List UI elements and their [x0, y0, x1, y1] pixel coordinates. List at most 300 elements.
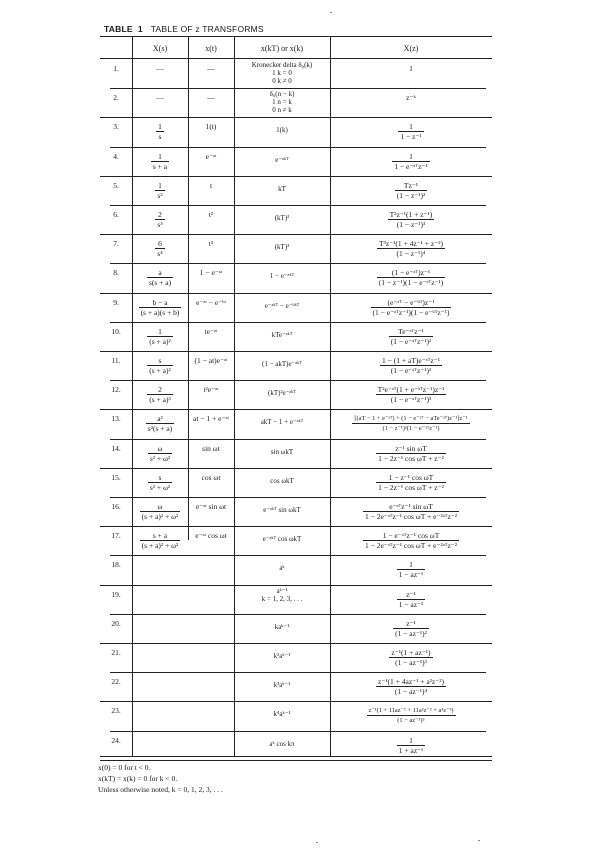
- z-transform-numerator: (e⁻ᵃᵀ − e⁻ᵇᵀ)z⁻¹: [371, 298, 452, 308]
- sampled-function: [234, 206, 330, 222]
- laplace-transform-numerator: s: [147, 356, 172, 366]
- z-transform-denominator: 1 − 2e⁻ᵃᵀz⁻¹ cos ωT + e⁻²ᵃᵀz⁻²: [364, 541, 458, 551]
- row-number: [100, 556, 132, 569]
- row-number-line: 3.: [113, 122, 119, 132]
- laplace-transform-numerator: 2: [147, 385, 172, 395]
- z-transform-fraction: [371, 298, 452, 317]
- time-function-line: t³: [208, 239, 214, 249]
- z-transform-denominator: 1 − 2e⁻ᵃᵀz⁻¹ cos ωT + e⁻²ᵃᵀz⁻²: [364, 512, 458, 521]
- laplace-transform-numerator: 1: [151, 152, 169, 162]
- z-transform-numerator: T²e⁻ᵃᵀ(1 + e⁻ᵃᵀz⁻¹)z⁻¹: [377, 385, 445, 395]
- z-transform: [330, 469, 492, 492]
- sampled-function-line: k³aᵏ⁻¹: [273, 681, 291, 690]
- table-row: [100, 586, 492, 615]
- scan-speck: [316, 842, 318, 843]
- z-transform: [330, 148, 492, 171]
- laplace-transform: [132, 527, 188, 550]
- time-function: [188, 644, 234, 648]
- row-number-line: 11.: [111, 356, 121, 365]
- z-transform-denominator: (1 − z⁻¹)²(1 − e⁻ᵃᵀz⁻¹): [382, 425, 440, 433]
- time-function-line: te⁻ᵃᵗ: [204, 326, 218, 336]
- row-number: [100, 264, 132, 277]
- sampled-function-line: (kT)²: [274, 214, 290, 222]
- z-transform-numerator: 1: [398, 122, 423, 132]
- laplace-transform: [132, 60, 188, 73]
- z-transform-fraction: [363, 502, 459, 521]
- sampled-function-line: (kT)²e⁻ᵃᵏᵀ: [268, 389, 296, 398]
- table-row: [100, 498, 492, 527]
- z-transform: [330, 732, 492, 755]
- laplace-transform-numerator: a: [147, 268, 173, 278]
- z-transform-denominator: 1 − 2z⁻¹ cos ωT + z⁻²: [378, 482, 444, 492]
- laplace-transform: [132, 118, 188, 141]
- table-row: [100, 206, 492, 235]
- table-title: [104, 24, 264, 34]
- sampled-function: [234, 615, 330, 631]
- laplace-transform-numerator: 2: [155, 210, 164, 220]
- laplace-transform: [132, 294, 188, 317]
- z-transform: [330, 235, 492, 258]
- row-number-line: 19.: [111, 589, 121, 599]
- sampled-function-line: aᵏ cos kπ: [269, 739, 295, 748]
- laplace-transform-denominator: s²: [157, 190, 163, 200]
- time-function: [188, 206, 234, 219]
- table-row: [100, 615, 492, 644]
- z-transform-fraction: [377, 239, 445, 258]
- sampled-function-line: 1(k): [276, 126, 288, 135]
- z-transform-numerator: 1: [397, 560, 426, 570]
- row-number: [100, 586, 132, 599]
- laplace-transform-fraction: [148, 444, 172, 463]
- row-number-line: 21.: [111, 648, 121, 657]
- table-row: [100, 440, 492, 469]
- laplace-transform: [132, 352, 188, 375]
- sampled-function: [234, 410, 330, 426]
- z-transform: [330, 410, 492, 433]
- laplace-transform: [132, 556, 188, 560]
- row-number-line: 4.: [113, 151, 119, 161]
- z-transform: [330, 586, 492, 609]
- z-transform: [330, 352, 492, 375]
- laplace-transform: [132, 264, 188, 287]
- z-transform-fraction: [393, 619, 429, 638]
- sampled-function-line: kT: [278, 184, 286, 193]
- laplace-transform-fraction: [155, 181, 164, 200]
- z-transform-denominator: (1 − az⁻¹)⁵: [397, 717, 425, 725]
- laplace-transform-numerator: 1: [147, 327, 172, 337]
- sampled-function-line: Kronecker delta δ₀(k): [251, 61, 313, 69]
- row-number: [100, 235, 132, 248]
- table-row: [100, 177, 492, 206]
- laplace-transform-fraction: [139, 298, 182, 317]
- top-rule: [100, 36, 492, 37]
- time-function: [188, 556, 234, 560]
- laplace-transform-denominator: s²(s + a): [147, 424, 173, 434]
- z-transform-fraction: [376, 677, 446, 696]
- laplace-transform-fraction: [147, 268, 173, 287]
- z-transform-fraction: [376, 444, 446, 463]
- header-xk: x(kT) or x(k): [260, 44, 304, 53]
- table-row: [100, 644, 492, 673]
- row-number-line: 14.: [111, 443, 121, 453]
- laplace-transform: [132, 673, 188, 677]
- time-function-line: —: [207, 93, 215, 103]
- table-row: [100, 352, 492, 381]
- laplace-transform-numerator: s + a: [140, 531, 181, 541]
- row-number-line: 9.: [113, 297, 119, 307]
- time-function: [188, 673, 234, 677]
- laplace-transform: [132, 644, 188, 648]
- z-transform: [330, 323, 492, 346]
- time-function-line: cos ωt: [201, 472, 221, 482]
- time-function: [188, 89, 234, 102]
- laplace-transform: [132, 89, 188, 102]
- row-number-line: 15.: [111, 472, 121, 482]
- time-function-line: —: [207, 64, 215, 73]
- row-number-line: 1.: [113, 64, 119, 73]
- table-row: [100, 264, 492, 293]
- sampled-function-line: k⁴aᵏ⁻¹: [273, 710, 291, 719]
- sampled-function-line: 0 n ≠ k: [272, 106, 292, 115]
- z-transform-numerator: 1 − (1 + aT)e⁻ᵃᵀz⁻¹: [382, 356, 440, 365]
- table-row: [100, 89, 492, 118]
- row-number: [100, 89, 132, 102]
- time-function: [188, 352, 234, 365]
- sampled-function: [234, 264, 330, 280]
- time-function: [188, 615, 234, 619]
- laplace-transform-denominator: s + a: [152, 161, 168, 171]
- laplace-transform-denominator: s⁴: [157, 249, 163, 259]
- z-transform: [330, 206, 492, 229]
- laplace-transform: [132, 586, 188, 590]
- laplace-transform-denominator: s² + ω²: [149, 482, 171, 492]
- laplace-transform-denominator: (s + a)³: [149, 395, 171, 405]
- row-number-line: 16.: [111, 502, 121, 511]
- z-transform-denominator: (1 − z⁻¹)⁴: [396, 249, 426, 259]
- table-row: [100, 381, 492, 410]
- z-transform-fraction: [352, 414, 469, 433]
- sampled-function-line: 0 k ≠ 0: [272, 77, 292, 85]
- z-transform-denominator: (1 − e⁻ᵃᵀz⁻¹)(1 − e⁻ᵇᵀz⁻¹): [372, 307, 450, 317]
- time-function: [188, 264, 234, 277]
- row-number-line: 7.: [113, 239, 119, 249]
- time-function-line: (1 − at)e⁻ᵃᵗ: [194, 356, 228, 365]
- laplace-transform-fraction: [147, 327, 172, 346]
- laplace-transform-numerator: ω: [148, 444, 172, 454]
- table-row: [100, 235, 492, 264]
- z-transform-fraction: [389, 327, 434, 346]
- time-function-line: e⁻ᵃᵗ cos ωt: [195, 531, 227, 541]
- sampled-function: [234, 118, 330, 134]
- row-number: [100, 294, 132, 307]
- table-label: TABLE 1: [104, 24, 143, 34]
- laplace-transform: [132, 410, 188, 433]
- sampled-function: [234, 352, 330, 368]
- z-transform-fraction: [380, 356, 442, 375]
- header-xs: X(s): [152, 44, 168, 53]
- sampled-function-line: 1 n = k: [272, 98, 292, 107]
- row-number: [100, 527, 132, 540]
- sampled-function-line: aᵏ: [279, 564, 285, 573]
- laplace-transform-denominator: s: [158, 132, 162, 142]
- laplace-transform-fraction: [155, 210, 164, 229]
- z-transform-denominator: 1 − az⁻¹: [398, 570, 424, 580]
- laplace-transform-numerator: 6: [155, 239, 165, 249]
- laplace-transform-denominator: (s + a)²: [149, 336, 171, 346]
- z-transform-denominator: (1 − e⁻ᵃᵀz⁻¹)²: [390, 336, 432, 346]
- time-function: [188, 60, 234, 73]
- z-transform-numerator: (1 − e⁻ᵃᵀ)z⁻¹: [377, 268, 446, 278]
- laplace-transform: [132, 323, 188, 346]
- z-transform-denominator: 1 − z⁻¹: [400, 132, 422, 142]
- time-function-line: e⁻ᵃᵗ − e⁻ᵇᵗ: [196, 297, 226, 307]
- row-number: [100, 469, 132, 482]
- laplace-transform: [132, 235, 188, 258]
- note-3: Unless otherwise noted, k = 0, 1, 2, 3, . . .: [98, 785, 223, 794]
- table-notes: [98, 762, 223, 795]
- z-transform-fraction: [398, 122, 423, 141]
- laplace-transform-denominator: (s + a)(s + b): [140, 307, 180, 317]
- sampled-function-line: e⁻ᵃᵏᵀ sin ωkT: [263, 506, 301, 514]
- row-number: [100, 60, 132, 73]
- z-transform-numerator: z⁻¹: [397, 590, 426, 600]
- z-transform-denominator: (1 − az⁻¹)³: [395, 658, 427, 667]
- z-transform-numerator: 1: [409, 64, 413, 73]
- sampled-function: [234, 586, 330, 603]
- z-transform: [330, 702, 492, 725]
- time-function: [188, 410, 234, 423]
- z-transform: [330, 118, 492, 141]
- row-number: [100, 118, 132, 131]
- time-function-line: sin ωt: [202, 443, 220, 453]
- row-number: [100, 381, 132, 394]
- sampled-function: [234, 469, 330, 485]
- z-transform-fraction: [363, 531, 459, 550]
- z-transform-fraction: [395, 181, 428, 200]
- sampled-function: [234, 644, 330, 660]
- z-transform-denominator: 1 + az⁻¹: [398, 745, 424, 755]
- sampled-function: [234, 498, 330, 514]
- row-number: [100, 440, 132, 453]
- table-row: [100, 673, 492, 702]
- z-transform-fraction: [389, 648, 432, 667]
- sampled-function: [234, 148, 330, 164]
- sampled-function: [234, 702, 330, 718]
- sampled-function-line: k²aᵏ⁻¹: [273, 652, 291, 660]
- z-transform-numerator: [(aT − 1 + e⁻ᵃᵀ) + (1 − e⁻ᵃᵀ − aTe⁻ᵃᵀ)z⁻¹]z⁻¹: [354, 415, 468, 423]
- z-transform-denominator: (1 − e⁻ᵃᵀz⁻¹)³: [390, 395, 432, 405]
- laplace-transform-fraction: [148, 473, 172, 492]
- laplace-transform-denominator: (s + a)² + ω²: [141, 541, 179, 551]
- z-transform-fraction: [392, 152, 429, 171]
- z-transform-fraction: [407, 64, 415, 73]
- sampled-function: [234, 235, 330, 251]
- sampled-function-line: k = 1, 2, 3, . . .: [261, 594, 303, 603]
- z-transform-fraction: [376, 385, 447, 404]
- z-transform-denominator: (1 − e⁻ᵃᵀz⁻¹)²: [390, 366, 432, 375]
- sampled-function: [234, 732, 330, 748]
- table-row: [100, 732, 492, 761]
- z-transform: [330, 89, 492, 102]
- laplace-transform: [132, 177, 188, 200]
- z-transform: [330, 644, 492, 667]
- time-function-line: 1 − e⁻ᵃᵗ: [199, 268, 223, 278]
- row-number: [100, 615, 132, 628]
- z-transform-denominator: (1 − z⁻¹)(1 − e⁻ᵃᵀz⁻¹): [378, 278, 444, 288]
- row-number-line: 12.: [111, 385, 121, 395]
- table-row: [100, 556, 492, 585]
- z-transform-denominator: (1 − az⁻¹)⁴: [394, 687, 428, 697]
- row-number-line: 18.: [111, 560, 121, 570]
- laplace-transform-fraction: [151, 152, 169, 171]
- table-row: [100, 60, 492, 89]
- row-number: [100, 732, 132, 745]
- z-transform-numerator: z⁻ᵏ: [406, 93, 416, 103]
- sampled-function-line: δ₀(n − k): [269, 90, 295, 99]
- laplace-transform-fraction: [147, 356, 172, 375]
- laplace-transform-fraction: [155, 239, 165, 258]
- time-function: [188, 440, 234, 453]
- laplace-transform-fraction: [140, 531, 181, 550]
- time-function: [188, 177, 234, 190]
- table-row: [100, 702, 492, 731]
- laplace-transform-numerator: b − a: [139, 298, 182, 308]
- row-number: [100, 673, 132, 686]
- table-row: [100, 527, 492, 556]
- sampled-function-line: (kT)³: [274, 243, 290, 252]
- laplace-transform: [132, 732, 188, 736]
- laplace-transform: [132, 498, 188, 521]
- laplace-transform-fraction: [146, 414, 174, 433]
- time-function: [188, 381, 234, 394]
- sampled-function: [234, 556, 330, 572]
- z-transform-fraction: [397, 736, 426, 755]
- sampled-function-line: e⁻ᵃᵏᵀ − e⁻ᵇᵏᵀ: [264, 301, 300, 310]
- table-row: [100, 323, 492, 352]
- laplace-transform-denominator: s(s + a): [148, 278, 172, 288]
- time-function-line: e⁻ᵃᵗ sin ωt: [195, 502, 227, 511]
- sampled-function: [234, 323, 330, 339]
- row-number-line: 22.: [111, 677, 121, 687]
- row-number: [100, 148, 132, 161]
- laplace-transform-fraction: [140, 502, 181, 521]
- z-transform: [330, 440, 492, 463]
- sampled-function-line: aᵏ⁻¹: [276, 586, 288, 595]
- scan-speck: [478, 840, 480, 841]
- laplace-transform-numerator: 1: [158, 122, 162, 132]
- time-function: [188, 732, 234, 736]
- laplace-transform-line: —: [156, 93, 164, 103]
- scan-speck: [330, 12, 332, 13]
- z-transform-numerator: e⁻ᵃᵀz⁻¹ sin ωT: [363, 502, 459, 512]
- z-transform-fraction: [397, 560, 426, 579]
- z-transform-fraction: [397, 590, 426, 609]
- note-1: x(0) = 0 for t < 0.: [98, 763, 151, 772]
- row-number: [100, 410, 132, 423]
- note-2: x(kT) = x(k) = 0 for k < 0.: [98, 774, 178, 783]
- time-function: [188, 235, 234, 248]
- row-number: [100, 498, 132, 511]
- z-transform: [330, 527, 492, 550]
- header-rule: [100, 58, 492, 59]
- laplace-transform-numerator: 1: [155, 181, 164, 191]
- laplace-transform: [132, 440, 188, 463]
- row-rule: [100, 760, 492, 761]
- row-number: [100, 177, 132, 190]
- z-transform-numerator: z⁻¹ sin ωT: [376, 444, 446, 454]
- z-transform-denominator: (1 − z⁻¹)³: [396, 220, 426, 229]
- time-function: [188, 702, 234, 706]
- z-transform: [330, 294, 492, 317]
- row-number-line: 17.: [111, 531, 121, 541]
- z-transform: [330, 498, 492, 521]
- z-transform-numerator: Te⁻ᵃᵀz⁻¹: [389, 327, 434, 337]
- table-row: [100, 294, 492, 323]
- row-number: [100, 352, 132, 365]
- sampled-function-line: cos ωkT: [270, 476, 294, 485]
- row-number: [100, 644, 132, 657]
- z-transform-numerator: T³z⁻¹(1 + 4z⁻¹ + z⁻²): [379, 239, 443, 249]
- table-row: [100, 148, 492, 177]
- row-number-line: 2.: [113, 93, 119, 103]
- laplace-transform: [132, 381, 188, 404]
- row-number-line: 10.: [111, 326, 121, 336]
- laplace-transform-denominator: s³: [157, 220, 163, 229]
- z-transform-numerator: 1: [397, 736, 426, 746]
- z-transform-fraction: [388, 210, 435, 229]
- laplace-transform: [132, 702, 188, 706]
- sampled-function-line: 1 k = 0: [272, 69, 292, 77]
- z-transform-denominator: (1 − az⁻¹)²: [395, 628, 427, 638]
- z-transform-numerator: z⁻¹(1 + 4az⁻¹ + a²z⁻²): [378, 677, 444, 687]
- sampled-function: [234, 440, 330, 456]
- sampled-function: [234, 673, 330, 689]
- time-function-line: 1(t): [205, 122, 217, 132]
- sampled-function: [234, 89, 330, 114]
- sampled-function: [234, 527, 330, 543]
- z-transform-fraction: [404, 93, 418, 102]
- z-transform: [330, 60, 492, 73]
- time-function: [188, 469, 234, 482]
- sampled-function-line: (1 − akT)e⁻ᵃᵏᵀ: [262, 360, 302, 368]
- time-function-line: t: [209, 180, 213, 190]
- row-number-line: 8.: [113, 268, 119, 278]
- z-transform: [330, 264, 492, 287]
- row-number: [100, 206, 132, 219]
- sampled-function-line: 1 − e⁻ᵃᵏᵀ: [269, 272, 295, 281]
- laplace-transform-denominator: (s + a)²: [149, 366, 171, 375]
- laplace-transform: [132, 615, 188, 619]
- z-transform-fraction: [377, 268, 446, 287]
- table-row: [100, 469, 492, 498]
- row-number: [100, 323, 132, 336]
- row-number-line: 5.: [113, 180, 119, 190]
- row-number-line: 20.: [111, 618, 121, 628]
- z-transform: [330, 673, 492, 696]
- sampled-function-line: kTe⁻ᵃᵏᵀ: [271, 330, 293, 339]
- sampled-function: [234, 60, 330, 85]
- time-function: [188, 527, 234, 540]
- sampled-function: [234, 177, 330, 193]
- sampled-function-line: akT − 1 + e⁻ᵃᵏᵀ: [260, 418, 304, 427]
- time-function: [188, 148, 234, 161]
- laplace-transform-denominator: s² + ω²: [149, 453, 171, 463]
- sampled-function-line: kaᵏ⁻¹: [274, 622, 290, 631]
- z-transform-numerator: 1 − e⁻ᵃᵀz⁻¹ cos ωT: [363, 531, 459, 541]
- row-number: [100, 702, 132, 715]
- z-transform-denominator: (1 − z⁻¹)²: [396, 190, 426, 200]
- z-transform-numerator: T²z⁻¹(1 + z⁻¹): [389, 210, 433, 219]
